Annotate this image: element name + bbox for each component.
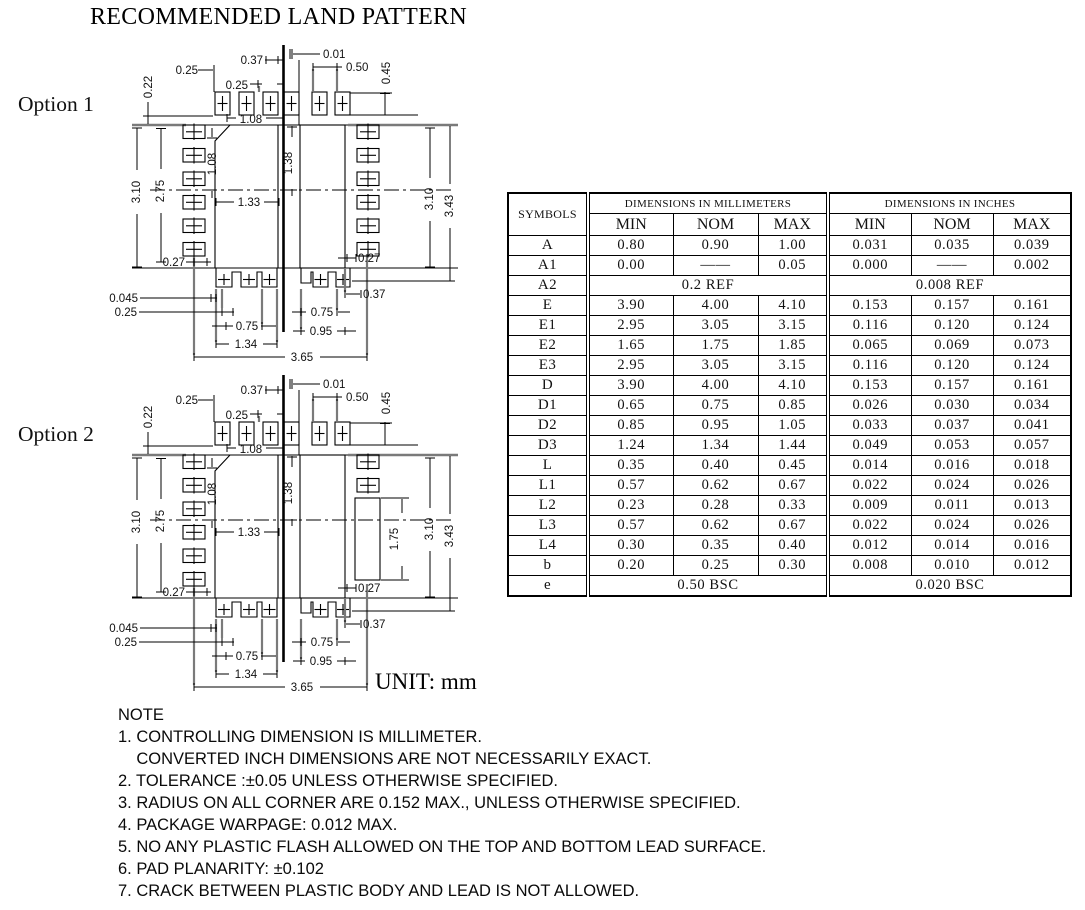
table-cell: 0.116 [828, 316, 911, 336]
table-cell: 0.035 [911, 236, 993, 256]
table-cell: D [508, 376, 588, 396]
table-cell: 4.00 [673, 376, 758, 396]
table-cell: D1 [508, 396, 588, 416]
table-cell: 4.10 [758, 376, 828, 396]
table-cell: —— [911, 256, 993, 276]
table-cell: 0.25 [673, 556, 758, 576]
option1-right-pad-column [357, 171, 379, 258]
table-cell: 0.014 [911, 536, 993, 556]
table-row [508, 576, 1071, 597]
header-symbols: SYMBOLS [508, 193, 588, 236]
table-cell: 0.50 BSC [588, 576, 828, 597]
table-row [508, 356, 1071, 376]
table-cell: 0.018 [993, 456, 1071, 476]
table-cell: L3 [508, 516, 588, 536]
table-cell: 1.24 [588, 436, 673, 456]
table-cell: 3.90 [588, 376, 673, 396]
header-mm-title: DIMENSIONS IN MILLIMETERS [588, 193, 828, 214]
table-cell: 0.00 [588, 256, 673, 276]
table-cell: L1 [508, 476, 588, 496]
table-cell: 3.05 [673, 316, 758, 336]
dim-label-long-pad-height: 1.75 [389, 527, 401, 551]
table-cell: A2 [508, 276, 588, 296]
table-cell: —— [673, 256, 758, 276]
table-cell: 0.016 [993, 536, 1071, 556]
table-cell: 0.161 [993, 376, 1071, 396]
table-cell: 0.28 [673, 496, 758, 516]
table-row [508, 496, 1071, 516]
option1-drawing [0, 40, 470, 390]
table-cell: 0.120 [911, 316, 993, 336]
header-mm-max: MAX [758, 214, 828, 236]
table-cell: 0.116 [828, 356, 911, 376]
table-cell: 0.45 [758, 456, 828, 476]
table-cell: 0.026 [993, 476, 1071, 496]
table-row [508, 436, 1071, 456]
table-cell: 0.022 [828, 476, 911, 496]
table-cell: 0.014 [828, 456, 911, 476]
table-cell: 0.153 [828, 376, 911, 396]
table-cell: 0.153 [828, 296, 911, 316]
table-cell: 0.008 REF [828, 276, 1071, 296]
table-cell: 0.002 [993, 256, 1071, 276]
table-cell: 0.008 [828, 556, 911, 576]
note-line: 3. RADIUS ON ALL CORNER ARE 0.152 MAX., UNLESS OTHERWISE SPECIFIED. [118, 794, 741, 812]
table-cell: 0.024 [911, 476, 993, 496]
table-cell: 0.30 [588, 536, 673, 556]
header-inch-nom: NOM [911, 214, 993, 236]
table-cell: 0.010 [911, 556, 993, 576]
table-cell: 0.85 [588, 416, 673, 436]
note-line: 6. PAD PLANARITY: ±0.102 [118, 860, 324, 878]
table-row [508, 336, 1071, 356]
option2-drawing [0, 370, 470, 720]
note-line: 7. CRACK BETWEEN PLASTIC BODY AND LEAD IS NOT ALLOWED. [118, 882, 640, 900]
header-inch-title: DIMENSIONS IN INCHES [828, 193, 1071, 214]
dimensions-table-header [508, 193, 1071, 236]
table-cell: 0.40 [673, 456, 758, 476]
table-cell: 0.157 [911, 376, 993, 396]
table-cell: 0.031 [828, 236, 911, 256]
table-cell: 1.44 [758, 436, 828, 456]
note-line: 5. NO ANY PLASTIC FLASH ALLOWED ON THE TOP AND BOTTOM LEAD SURFACE. [118, 838, 767, 856]
table-cell: 0.000 [828, 256, 911, 276]
note-line: 4. PACKAGE WARPAGE: 0.012 MAX. [118, 816, 398, 834]
table-cell: 0.67 [758, 516, 828, 536]
table-cell: 0.65 [588, 396, 673, 416]
table-row [508, 376, 1071, 396]
table-cell: 3.15 [758, 356, 828, 376]
dimensions-table [507, 192, 1072, 597]
table-row [508, 556, 1071, 576]
table-cell: 0.30 [758, 556, 828, 576]
note-line: 2. TOLERANCE :±0.05 UNLESS OTHERWISE SPECIFIED. [118, 772, 559, 790]
table-cell: 0.069 [911, 336, 993, 356]
table-cell: 0.157 [911, 296, 993, 316]
table-cell: 0.23 [588, 496, 673, 516]
table-cell: D2 [508, 416, 588, 436]
table-cell: 0.013 [993, 496, 1071, 516]
table-row [508, 476, 1071, 496]
table-cell: 0.20 [588, 556, 673, 576]
table-cell: 0.034 [993, 396, 1071, 416]
table-cell: 1.65 [588, 336, 673, 356]
table-cell: 0.57 [588, 476, 673, 496]
table-cell: 0.020 BSC [828, 576, 1071, 597]
dim-table-body [508, 236, 1071, 597]
table-cell: 0.012 [993, 556, 1071, 576]
table-cell: 1.85 [758, 336, 828, 356]
table-cell: 1.34 [673, 436, 758, 456]
table-cell: 0.053 [911, 436, 993, 456]
table-cell: 1.00 [758, 236, 828, 256]
table-cell: 0.05 [758, 256, 828, 276]
table-cell: 0.124 [993, 356, 1071, 376]
table-cell: 0.124 [993, 316, 1071, 336]
table-cell: 0.024 [911, 516, 993, 536]
header-inch-min: MIN [828, 214, 911, 236]
table-row [508, 236, 1071, 256]
header-mm-min: MIN [588, 214, 673, 236]
table-cell: L2 [508, 496, 588, 516]
table-cell: E [508, 296, 588, 316]
table-cell: L4 [508, 536, 588, 556]
table-cell: 0.039 [993, 236, 1071, 256]
notes [118, 704, 766, 902]
table-cell: 2.95 [588, 356, 673, 376]
table-cell: 1.75 [673, 336, 758, 356]
table-cell: 4.10 [758, 296, 828, 316]
table-cell: 0.2 REF [588, 276, 828, 296]
table-row [508, 256, 1071, 276]
table-cell: 0.57 [588, 516, 673, 536]
page-title: RECOMMENDED LAND PATTERN [90, 4, 467, 30]
table-cell: L [508, 456, 588, 476]
table-cell: 0.80 [588, 236, 673, 256]
note-line: CONVERTED INCH DIMENSIONS ARE NOT NECESSARILY EXACT. [118, 750, 652, 768]
table-row [508, 316, 1071, 336]
header-mm-nom: NOM [673, 214, 758, 236]
table-cell: 0.011 [911, 496, 993, 516]
table-cell: 0.62 [673, 476, 758, 496]
table-cell: 0.037 [911, 416, 993, 436]
table-cell: e [508, 576, 588, 597]
table-cell: 0.35 [673, 536, 758, 556]
table-cell: 0.120 [911, 356, 993, 376]
table-cell: E3 [508, 356, 588, 376]
table-cell: 0.75 [673, 396, 758, 416]
unit-label: UNIT: mm [375, 669, 477, 694]
table-cell: 4.00 [673, 296, 758, 316]
table-cell: 3.15 [758, 316, 828, 336]
table-cell: D3 [508, 436, 588, 456]
table-cell: A1 [508, 256, 588, 276]
table-row [508, 516, 1071, 536]
table-cell: 0.026 [828, 396, 911, 416]
table-cell: 0.33 [758, 496, 828, 516]
table-row [508, 396, 1071, 416]
option1-label: Option 1 [18, 92, 94, 116]
table-cell: 0.030 [911, 396, 993, 416]
table-cell: 0.041 [993, 416, 1071, 436]
table-row [508, 276, 1071, 296]
table-cell: A [508, 236, 588, 256]
note-line: 1. CONTROLLING DIMENSION IS MILLIMETER. [118, 728, 482, 746]
table-cell: E2 [508, 336, 588, 356]
table-cell: 1.05 [758, 416, 828, 436]
table-row [508, 456, 1071, 476]
table-cell: 0.90 [673, 236, 758, 256]
note-line: NOTE [118, 706, 164, 724]
table-cell: b [508, 556, 588, 576]
table-cell: 0.073 [993, 336, 1071, 356]
table-cell: 0.40 [758, 536, 828, 556]
header-inch-max: MAX [993, 214, 1071, 236]
table-cell: 0.022 [828, 516, 911, 536]
table-cell: 0.057 [993, 436, 1071, 456]
table-cell: 0.065 [828, 336, 911, 356]
table-row [508, 416, 1071, 436]
table-row [508, 536, 1071, 556]
table-cell: 0.016 [911, 456, 993, 476]
table-cell: 0.009 [828, 496, 911, 516]
table-cell: 0.67 [758, 476, 828, 496]
table-cell: 0.033 [828, 416, 911, 436]
option2-long-pad [355, 498, 409, 580]
table-cell: 0.95 [673, 416, 758, 436]
table-cell: 0.161 [993, 296, 1071, 316]
table-cell: 0.012 [828, 536, 911, 556]
table-cell: 0.85 [758, 396, 828, 416]
table-cell: 2.95 [588, 316, 673, 336]
table-cell: 0.026 [993, 516, 1071, 536]
table-cell: 0.62 [673, 516, 758, 536]
table-cell: 0.35 [588, 456, 673, 476]
table-cell: 3.05 [673, 356, 758, 376]
table-row [508, 296, 1071, 316]
table-cell: 0.049 [828, 436, 911, 456]
option2-label: Option 2 [18, 422, 94, 446]
table-cell: 3.90 [588, 296, 673, 316]
table-cell: E1 [508, 316, 588, 336]
